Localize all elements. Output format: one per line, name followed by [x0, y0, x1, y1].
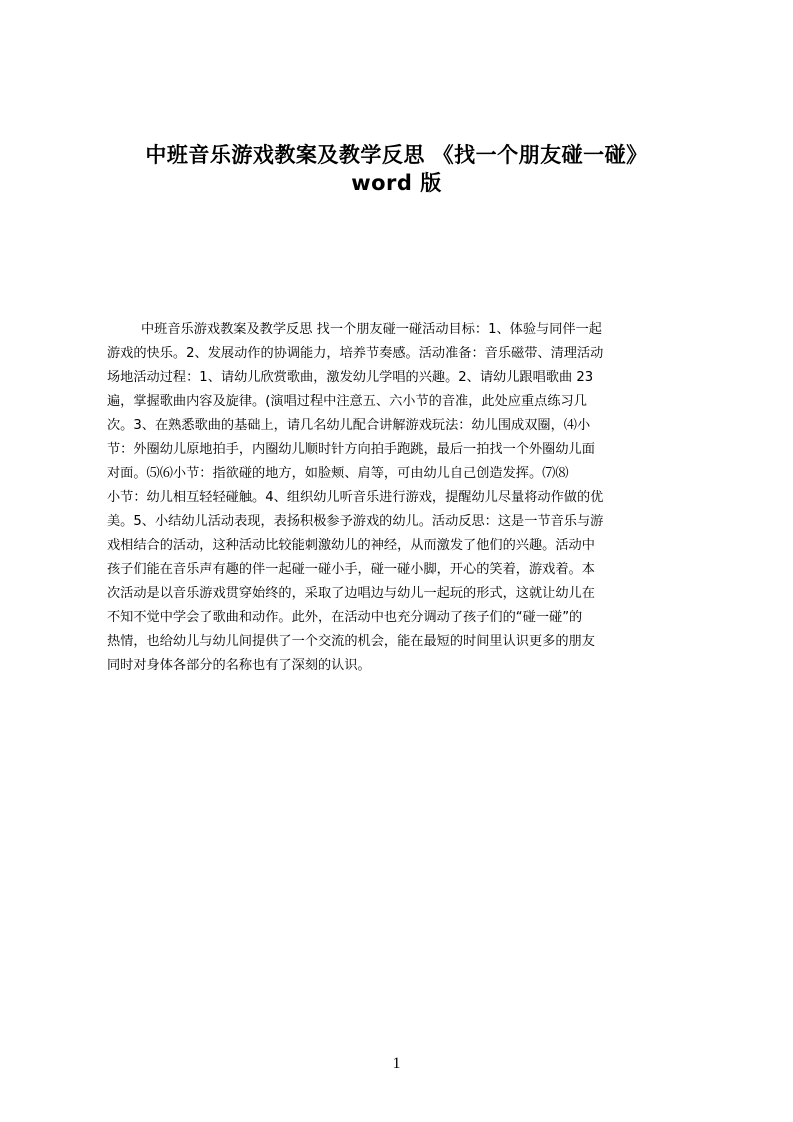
body-line: 不知不觉中学会了歌曲和动作。此外，在活动中也充分调动了孩子们的“碰一碰”的 [107, 610, 583, 625]
body-line: 美。5、小结幼儿活动表现，表扬积极参予游戏的幼儿。活动反思：这是一节音乐与游 [107, 514, 604, 529]
document-title [0, 141, 793, 197]
body-line: 遍，掌握歌曲内容及旋律。(演唱过程中注意五、六小节的音准，此处应重点练习几 [107, 394, 587, 409]
body-line: 对面。⑸⑹小节：指欲碰的地方，如脸颊、肩等，可由幼儿自己创造发挥。⑺⑻ [107, 466, 569, 481]
title-line-1: 中班音乐游戏教案及教学反思 《找一个朋友碰一碰》 [145, 143, 648, 167]
body-line: 次。3、在熟悉歌曲的基础上，请几名幼儿配合讲解游戏玩法：幼儿围成双圈，⑷小 [107, 418, 591, 433]
body-line: 孩子们能在音乐声有趣的伴一起碰一碰小手，碰一碰小脚，开心的笑着，游戏着。本 [107, 562, 595, 577]
body-line: 场地活动过程：1、请幼儿欣赏歌曲，激发幼儿学唱的兴趣。2、请幼儿跟唱歌曲 23 [107, 370, 594, 385]
page-number: 1 [392, 1055, 401, 1072]
body-line: 游戏的快乐。2、发展动作的协调能力，培养节奏感。活动准备：音乐磁带、清理活动 [107, 346, 604, 361]
title-line-2: word 版 [351, 171, 442, 195]
body-line: 节：外圈幼儿原地拍手，内圈幼儿顺时针方向拍手跑跳，最后一拍找一个外圈幼儿面 [107, 442, 595, 457]
body-line: 同时对身体各部分的名称也有了深刻的认识。 [107, 658, 371, 673]
body-paragraph [107, 318, 697, 678]
body-line: 次活动是以音乐游戏贯穿始终的，采取了边唱边与幼儿一起玩的形式，这就让幼儿在 [107, 586, 595, 601]
body-line: 热情，也给幼儿与幼儿间提供了一个交流的机会，能在最短的时间里认识更多的朋友 [107, 634, 595, 649]
body-line: 戏相结合的活动，这种活动比较能刺激幼儿的神经，从而激发了他们的兴趣。活动中 [107, 538, 595, 553]
body-line: 中班音乐游戏教案及教学反思 找一个朋友碰一碰活动目标：1、体验与同伴一起 [141, 322, 602, 337]
body-line: 小节：幼儿相互轻轻碰触。4、组织幼儿听音乐进行游戏，提醒幼儿尽量将动作做的优 [107, 490, 604, 505]
